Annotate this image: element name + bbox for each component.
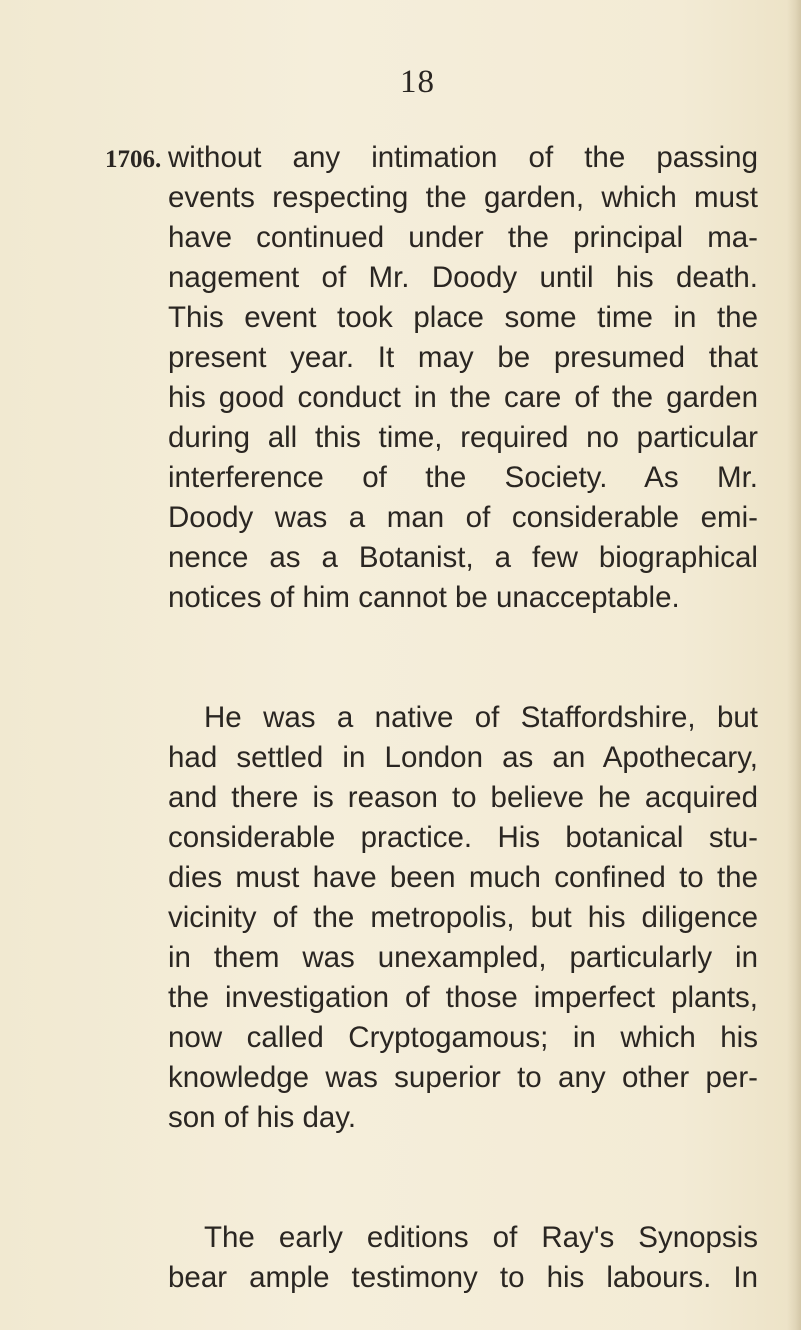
text-line: son of his day.: [168, 1101, 357, 1134]
text-line: in them was unexampled, particularly in: [168, 941, 758, 974]
text-line: nagement of Mr. Doody until his death.: [168, 261, 758, 294]
text-line: present year. It may be presumed that: [168, 341, 758, 374]
text-line: interference of the Society. As Mr.: [168, 461, 758, 494]
text-line: dies must have been much confined to the: [168, 861, 758, 894]
text-line: vicinity of the metropolis, but his diligence: [168, 901, 758, 934]
text-line: have continued under the principal ma-: [168, 221, 758, 254]
margin-year-note: 1706.: [105, 146, 162, 173]
text-line: events respecting the garden, which must: [168, 181, 758, 214]
text-line: the investigation of those imperfect plants,: [168, 981, 758, 1014]
page-edge-shadow: [787, 0, 801, 1330]
text-line: knowledge was superior to any other per-: [168, 1061, 758, 1094]
text-line: had settled in London as an Apothecary,: [168, 741, 758, 774]
text-line: now called Cryptogamous; in which his: [168, 1021, 758, 1054]
text-line: Doody was a man of considerable emi-: [168, 501, 758, 534]
text-line: during all this time, required no particular: [168, 421, 758, 454]
text-line: He was a native of Staffordshire, but: [204, 701, 758, 734]
body-text: [168, 138, 758, 1298]
text-line: his good conduct in the care of the garden: [168, 381, 758, 414]
text-line: and there is reason to believe he acquired: [168, 781, 758, 814]
text-line: bear ample testimony to his labours. In: [168, 1261, 758, 1294]
text-line: considerable practice. His botanical stu-: [168, 821, 758, 854]
text-line: notices of him cannot be unacceptable.: [168, 581, 680, 614]
page-number: 18: [400, 64, 435, 100]
text-line: without any intimation of the passing: [168, 141, 758, 174]
text-line: nence as a Botanist, a few biographical: [168, 541, 758, 574]
paragraph-gap: [168, 1138, 758, 1218]
text-line: The early editions of Ray's Synopsis: [204, 1221, 758, 1254]
text-line: This event took place some time in the: [168, 301, 758, 334]
paragraph-gap: [168, 618, 758, 698]
